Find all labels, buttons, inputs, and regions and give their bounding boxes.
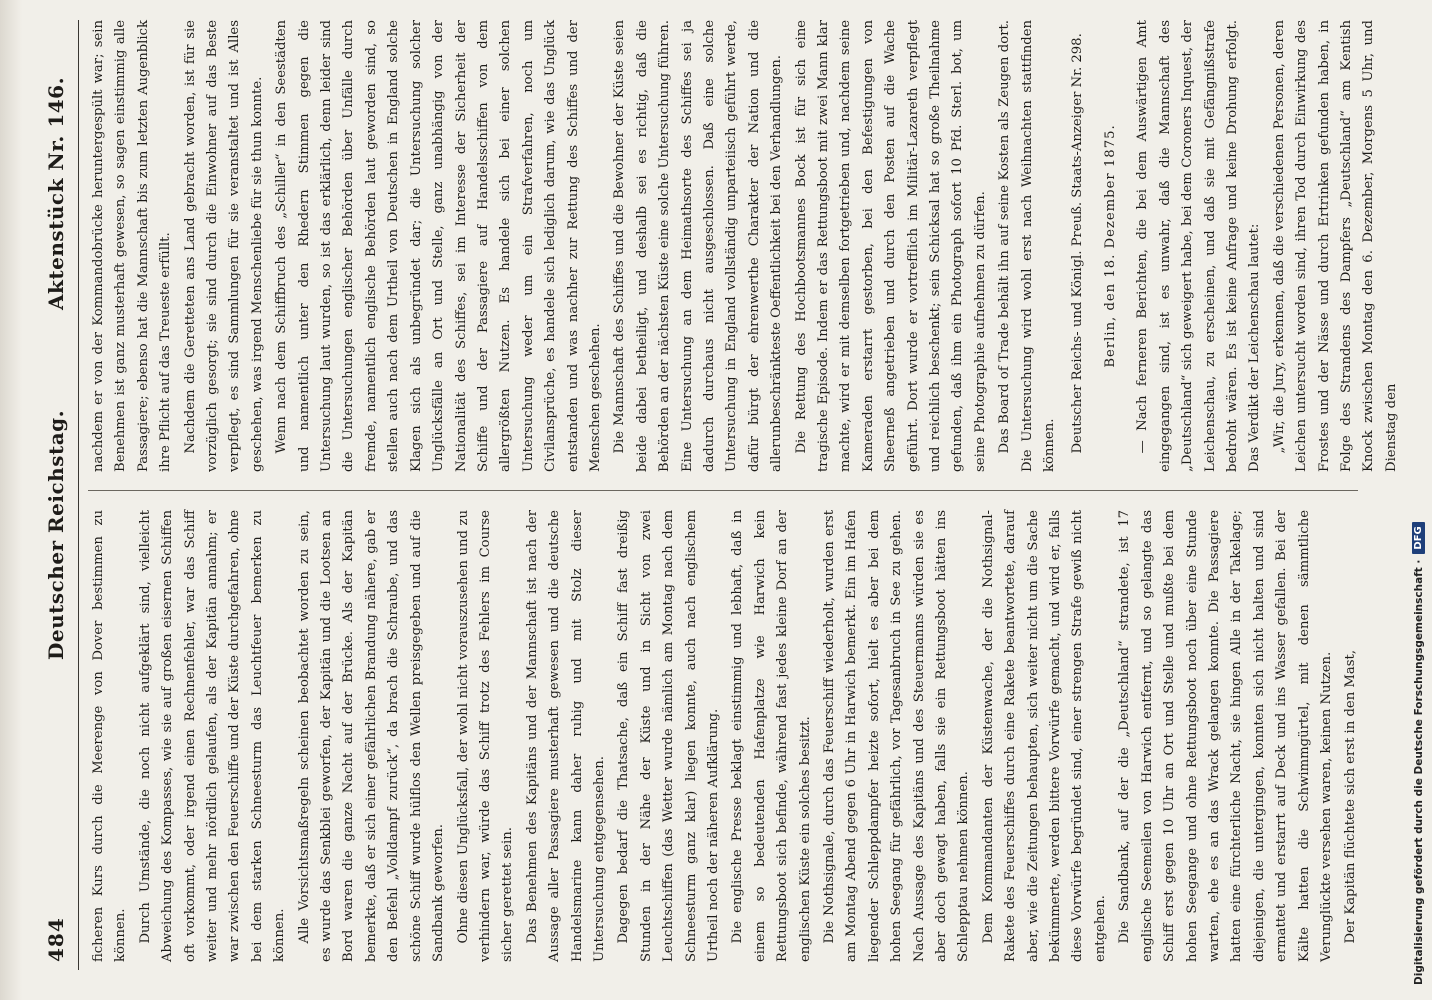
- left-text-column: [88, 510, 1358, 962]
- paragraph: Das Benehmen des Kapitäns und der Mannschaft ist nach der Aussage aller Passagiere musterhaft gewesen und die deutsche Handelsmarine kann daher ruhig und mit Stolz dieser Untersuchung entgegensehen.: [524, 510, 607, 962]
- paragraph: nachdem er von der Kommandobrücke heruntergespült war; sein Benehmen ist ganz musterhaft gewesen, so sagen einstimmig alle Passagiere; ebenso hat die Mannschaft bis zum letzten Augenblick ihre Pflicht auf das Treueste erfüllt.: [91, 20, 174, 472]
- paragraph: Durch Umstände, die noch nicht aufgeklärt sind, vielleicht Abweichung des Kompasses, wie sie auf großen eisernen Schiffen oft vorkommt, oder irgend einen Rechnenfehler, war das Schiff weiter und mehr nördlich gelaufen, als der Kapitän annahm; er war zwischen den Feuerschiffe und der Küste durchgefahren, ohne bei dem starken Schneesturm das Leuchtfeuer bemerken zu können.: [137, 510, 288, 962]
- right-text-column: [88, 20, 1399, 472]
- running-title-right: Aktenstück Nr. 146.: [44, 76, 68, 310]
- rotated-page-content: [38, 0, 1399, 1000]
- paragraph: Dem Kommandanten der Küstenwache, der die Nothsignal-Rakete des Feuerschiffes durch eine Rakete beantwortete, darauf aber, wie die Zeitungen behaupten, sich weiter nicht um die Sache bekümmerte, werden bittere Vorwürfe gemacht, und wird er, falls diese Vorwürfe begründet sind, einer strengen Strafe gewiß nicht entgehen.: [980, 510, 1108, 962]
- paragraph: Die Mannschaft des Schiffes und die Bewohner der Küste seien beide dabei betheiligt, und deshalb sei es richtig, daß die Behörden an der nächsten Küste eine solche Untersuchung führen. Eine Untersuchung an dem Heimathsorte des Schiffes sei ja dadurch durchaus nicht ausgeschlossen. Daß eine solche Untersuchung in England vollständig unparteiisch geführt werde, dafür bürgt der ehrenwerthe Charakter der Nation und die allerunbeschränkteste Oeffentlichkeit bei den Verhandlungen.: [612, 20, 785, 472]
- paragraph: Die Rettung des Hochbootsmannes Bock ist für sich eine tragische Episode. Indem er das Rettungsboot mit zwei Mann klar machte, wird er mit demselben fortgetrieben und, nachdem seine Kameraden erstarrt gestorben, bei den Befestigungen von Sheerneß angetrieben und durch den Posten auf die Wache geführt. Dort wurde er vortrefflich im Militär-Lazareth verpflegt und reichlich beschenkt; sein Schicksal hat so große Theilnahme gefunden, daß ihm ein Photograph sofort 10 Pfd. Sterl. bot, um seine Photographie aufnehmen zu dürfen.: [793, 20, 988, 472]
- paragraph: Wenn nach dem Schiffbruch des „Schiller“ in den Seestädten und namentlich unter den Rhedern Stimmen gegen die Untersuchung laut wurden, so ist das erklärlich, denn leider sind die Untersuchungen englischer Behörden über Unfälle durch fremde, namentlich englische Behörden laut geworden sind, so stellen auch nach dem Urtheil von Deutschen in England solche Klagen sich als unbegründet dar; die Untersuchung solcher Unglücksfälle an Ort und Stelle, ganz unabhängig von der Nationalität des Schiffes, sei im Interesse der Sicherheit der Schiffe und der Passagiere auf Handelsschiffen von dem allergrößten Nutzen. Es handele sich bei einer solchen Untersuchung weder um ein Strafverfahren, noch um Civilansprüche, es handele sich lediglich darum, wie das Unglück entstanden und was nachher zur Rettung des Schiffes und der Menschen geschehen.: [274, 20, 603, 472]
- column-divider: [88, 490, 1358, 491]
- paragraph: Die Sandbank, auf der die „Deutschland“ strandete, ist 17 englische Seemeilen von Harwich entfernt, und so gelangte das Schiff erst gegen 10 Uhr an Ort und Stelle und mußte bei dem hohen Seegange und ohne Rettungsboot noch über eine Stunde warten, ehe es an das Wrack gelangen konnte. Die Passagiere hatten eine fürchterliche Nacht, sie hingen Alle in der Takelage; diejenigen, die untergingen, konnten sich nicht halten und sind ermattet und erstarrt auf Deck und ins Wasser gefallen. Bei der Kälte hatten die Schwimmgürtel, mit denen sämmtliche Verunglückte versehen waren, keinen Nutzen.: [1117, 510, 1334, 962]
- paragraph: Die englische Presse beklagt einstimmig und lebhaft, daß in einem so bedeutenden Hafenplatze wie Harwich kein Rettungsboot sich befinde, während fast jedes kleine Dorf an der englischen Küste ein solches besitzt.: [730, 510, 813, 962]
- paragraph: Berlin, den 18. Dezember 1875.: [1102, 124, 1118, 368]
- running-title-left: Deutscher Reichstag.: [44, 409, 68, 660]
- header-rule: [78, 20, 79, 970]
- dfg-logo: DFG: [1412, 522, 1425, 553]
- page-edge-shadow: [0, 0, 22, 1000]
- imprint-text: Digitalisierung gefördert durch die Deutsche Forschungsgemeinschaft ·: [1412, 559, 1425, 985]
- page-number: 484: [44, 917, 68, 962]
- paragraph: Der Kapitän flüchtete sich erst in den Mast,: [1343, 649, 1359, 944]
- paragraph: Nachdem die Geretteten ans Land gebracht worden, ist für sie vorzüglich gesorgt; sie sind durch die Einwohner auf das Beste verpflegt, es sind Sammlungen für sie veranstaltet und ist Alles geschehen, was irgend Menschenliebe für sie thun konnte.: [182, 20, 265, 472]
- paragraph: Ohne diesen Unglücksfall, der wohl nicht vorauszusehen und zu verhindern war, würde das Schiff trotz des Fehlers im Course sicher gerettet sein.: [455, 510, 516, 962]
- paragraph: Alle Vorsichtsmaßregeln scheinen beobachtet worden zu sein, es wurde das Senkblei geworfen, der Kapitän und die Lootsen an Bord waren die ganze Nacht auf der Brücke. Als der Kapitän bemerkte, daß er sich einer gefährlichen Brandung nähere, gab er den Befehl „Volldampf zurück“, da brach die Schraube, und das schöne Schiff wurde hülflos den Wellen preisgegeben und auf die Sandbank geworfen.: [296, 510, 447, 962]
- digitization-imprint: [1412, 522, 1425, 985]
- paragraph: Deutscher Reichs- und Königl. Preuß. Staats-Anzeiger Nr. 298.: [1070, 33, 1086, 454]
- paragraph: — Nach ferneren Berichten, die bei dem Auswärtigen Amt eingegangen sind, ist es unwahr, daß die Mannschaft des „Deutschland“ sich geweigert habe, bei dem Coroners Inquest, der Leichenschau, zu erscheinen, und daß sie mit Gefängnißstrafe bedroht wären. Es ist keine Anfrage und keine Drohung erfolgt. Das Verdikt der Leichenschau lautet:: [1135, 20, 1263, 472]
- paragraph: Dagegen bedarf die Thatsache, daß ein Schiff fast dreißig Stunden in der Nähe der Küste und in Sicht von zwei Leuchtschiffen (das Wetter wurde nämlich am Montag nach dem Schneesturm ganz klar) liegen konnte, auch nach englischem Urtheil noch der näheren Aufklärung.: [616, 510, 721, 962]
- paragraph: ficheren Kurs durch die Meerenge von Dover bestimmen zu können.: [91, 510, 129, 962]
- paragraph: Die Nothsignale, durch das Feuerschiff wiederholt, wurden erst am Montag Abend gegen 6 Uhr in Harwich bemerkt. Ein im Hafen liegender Schleppdampfer heizte sofort, hielt es aber bei dem hohen Seegang für gefährlich, vor Tagesanbruch in See zu gehen. Nach Aussage des Kapitäns und des Steuermanns würden sie es aber doch gewagt haben, falls sie ein Rettungsboot hätten ins Schlepptau nehmen können.: [822, 510, 972, 962]
- paragraph: „Wir, die Jury, erkennen, daß die verschiedenen Personen, deren Leichen untersucht worden sind, ihren Tod durch Einwirkung des Frostes und der Nässe und durch Ertrinken gefunden haben, in Folge des Strandens des Dampfers „Deutschland“ am Kentish Knock zwischen Montag den 6. Dezember, Morgens 5 Uhr, und Dienstag den: [1271, 20, 1399, 472]
- paragraph: Das Board of Trade behält ihn auf seine Kosten als Zeugen dort. Die Untersuchung wird wohl erst nach Weihnachten stattfinden können.: [997, 20, 1058, 472]
- page-header: [38, 0, 84, 1000]
